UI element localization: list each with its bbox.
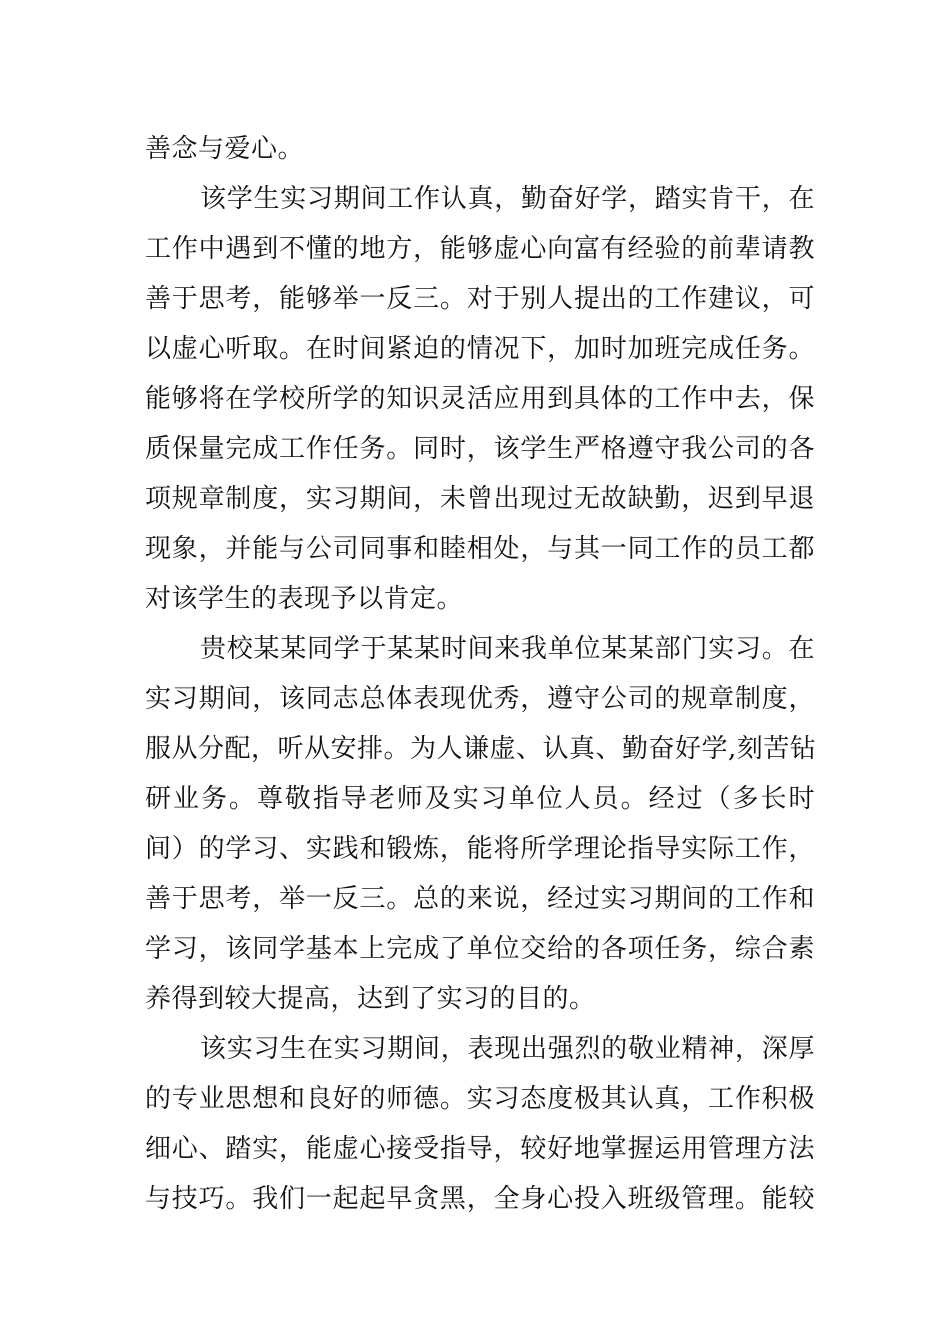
text-line: 质保量完成工作任务。同时，该学生严格遵守我公司的各	[145, 434, 815, 464]
text-line: 研业务。尊敬指导老师及实习单位人员。经过（多长时	[145, 784, 815, 814]
text-line: 善于思考，举一反三。总的来说，经过实习期间的工作和	[145, 884, 815, 914]
text-line: 细心、踏实，能虚心接受指导，较好地掌握运用管理方法	[145, 1134, 815, 1164]
text-line: 学习，该同学基本上完成了单位交给的各项任务，综合素	[145, 934, 815, 964]
text-line: 服从分配，听从安排。为人谦虚、认真、勤奋好学,刻苦钻	[145, 734, 817, 764]
text-line: 项规章制度，实习期间，未曾出现过无故缺勤，迟到早退	[145, 484, 815, 514]
paragraph-first-line: 该学生实习期间工作认真，勤奋好学，踏实肯干，在	[200, 184, 815, 214]
text-line: 善念与爱心。	[145, 134, 305, 164]
paragraph-first-line: 该实习生在实习期间，表现出强烈的敬业精神，深厚	[200, 1034, 815, 1064]
text-line: 以虚心听取。在时间紧迫的情况下，加时加班完成任务。	[145, 334, 815, 364]
text-line: 能够将在学校所学的知识灵活应用到具体的工作中去，保	[145, 384, 815, 414]
text-line: 的专业思想和良好的师德。实习态度极其认真，工作积极	[145, 1084, 815, 1114]
text-line: 现象，并能与公司同事和睦相处，与其一同工作的员工都	[145, 534, 815, 564]
text-line: 工作中遇到不懂的地方，能够虚心向富有经验的前辈请教	[145, 234, 815, 264]
paragraph-first-line: 贵校某某同学于某某时间来我单位某某部门实习。在	[200, 634, 815, 664]
text-line: 对该学生的表现予以肯定。	[145, 584, 464, 614]
text-line: 养得到较大提高，达到了实习的目的。	[145, 984, 596, 1014]
text-line: 与技巧。我们一起起早贪黑，全身心投入班级管理。能较	[145, 1184, 815, 1214]
text-line: 善于思考，能够举一反三。对于别人提出的工作建议，可	[145, 284, 815, 314]
text-line: 实习期间，该同志总体表现优秀，遵守公司的规章制度，	[145, 684, 815, 714]
text-line: 间）的学习、实践和锻炼，能将所学理论指导实际工作，	[145, 834, 815, 864]
